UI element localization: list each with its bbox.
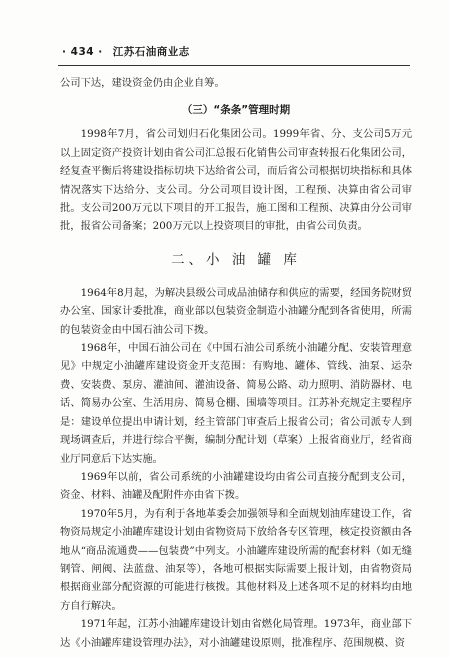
page-body: [60, 74, 412, 652]
header-rule: [58, 65, 410, 66]
paragraph-1968: 1968年，中国石油公司在《中国石油公司系统小油罐分配、安装管理意见》中规定小油罐库建设资金开支范围：有购地、罐体、管线、油泵、运杂费、安装费、泵房、灌油间、灌油设备、简易公路、动力照明、消防器材、电话、简易办公室、生活用房、简易仓棚、围墙等项目。江苏补充规定主要程序是：建设单位提出申请计划，经主管部门审查后上报省公司；省公司派专人到现场调查后，并进行综合平衡，编制分配计划（草案）上报省商业厅，经省商业厅同意后下达实施。: [60, 342, 412, 465]
paragraph-1969: 1969年以前，省公司系统的小油罐建设均由省公司直接分配到支公司，资金、材料、油罐及配附件亦由省下拨。: [60, 470, 412, 502]
book-title: 江苏石油商业志: [112, 46, 190, 58]
paragraph-1971: 1971年起，江苏小油罐库建设计划由省燃化局管理。1973年，商业部下达《小油罐库建设管理办法》，对小油罐建设原则，批准程序、范围规模、资: [60, 618, 412, 649]
subsection-heading: （三）“条条”管理时期: [181, 104, 291, 117]
section-heading: 二、小 油 罐 库: [171, 251, 301, 268]
paragraph-continued: 公司下达，建设资金仍由企业自筹。: [60, 77, 225, 89]
paragraph-1998: 1998年7月，省公司划归石化集团公司。1999年省、分、支公司5万元以上固定资产投资计划由省公司汇总报石化销售公司审查转报石化集团公司，经复查平衡后将建设指标切块下达给省公司，而后省公司根据切块指标和具体情况落实下达给分、支公司。分公司项目设计图，工程预、决算由省公司审批。支公司200万元以下项目的开工报告，施工图和工程预、决算由分公司审批，报省公司备案；200万元以上投资项目的审批，由省公司负责。: [60, 128, 412, 233]
paragraph-1970: 1970年5月，为有利于各地革委会加强领导和全面规划油库建设工作，省物资局规定小油罐库建设计划由省物资局下放给各专区管理，核定投资额由各地从“商品流通费——包装费”中列支。小油罐库建设所需的配套材料（如无缝钢管、闸阀、法蓝盘、油泵等），各地可根据实际需要上报计划，由省物资局根据商业部分配资源的可能进行核拨。其他材料及上述各项不足的材料均由地方自行解决。: [60, 507, 412, 612]
running-head: [62, 44, 190, 59]
page-number: · 434 ·: [62, 46, 103, 58]
paragraph-1964: 1964年8月起，为解决县级公司成品油储存和供应的需要，经国务院财贸办公室、国家计委批准，商业部以包装资金制造小油罐分配到各省使用，所需的包装资金由中国石油公司下拨。: [60, 286, 412, 336]
